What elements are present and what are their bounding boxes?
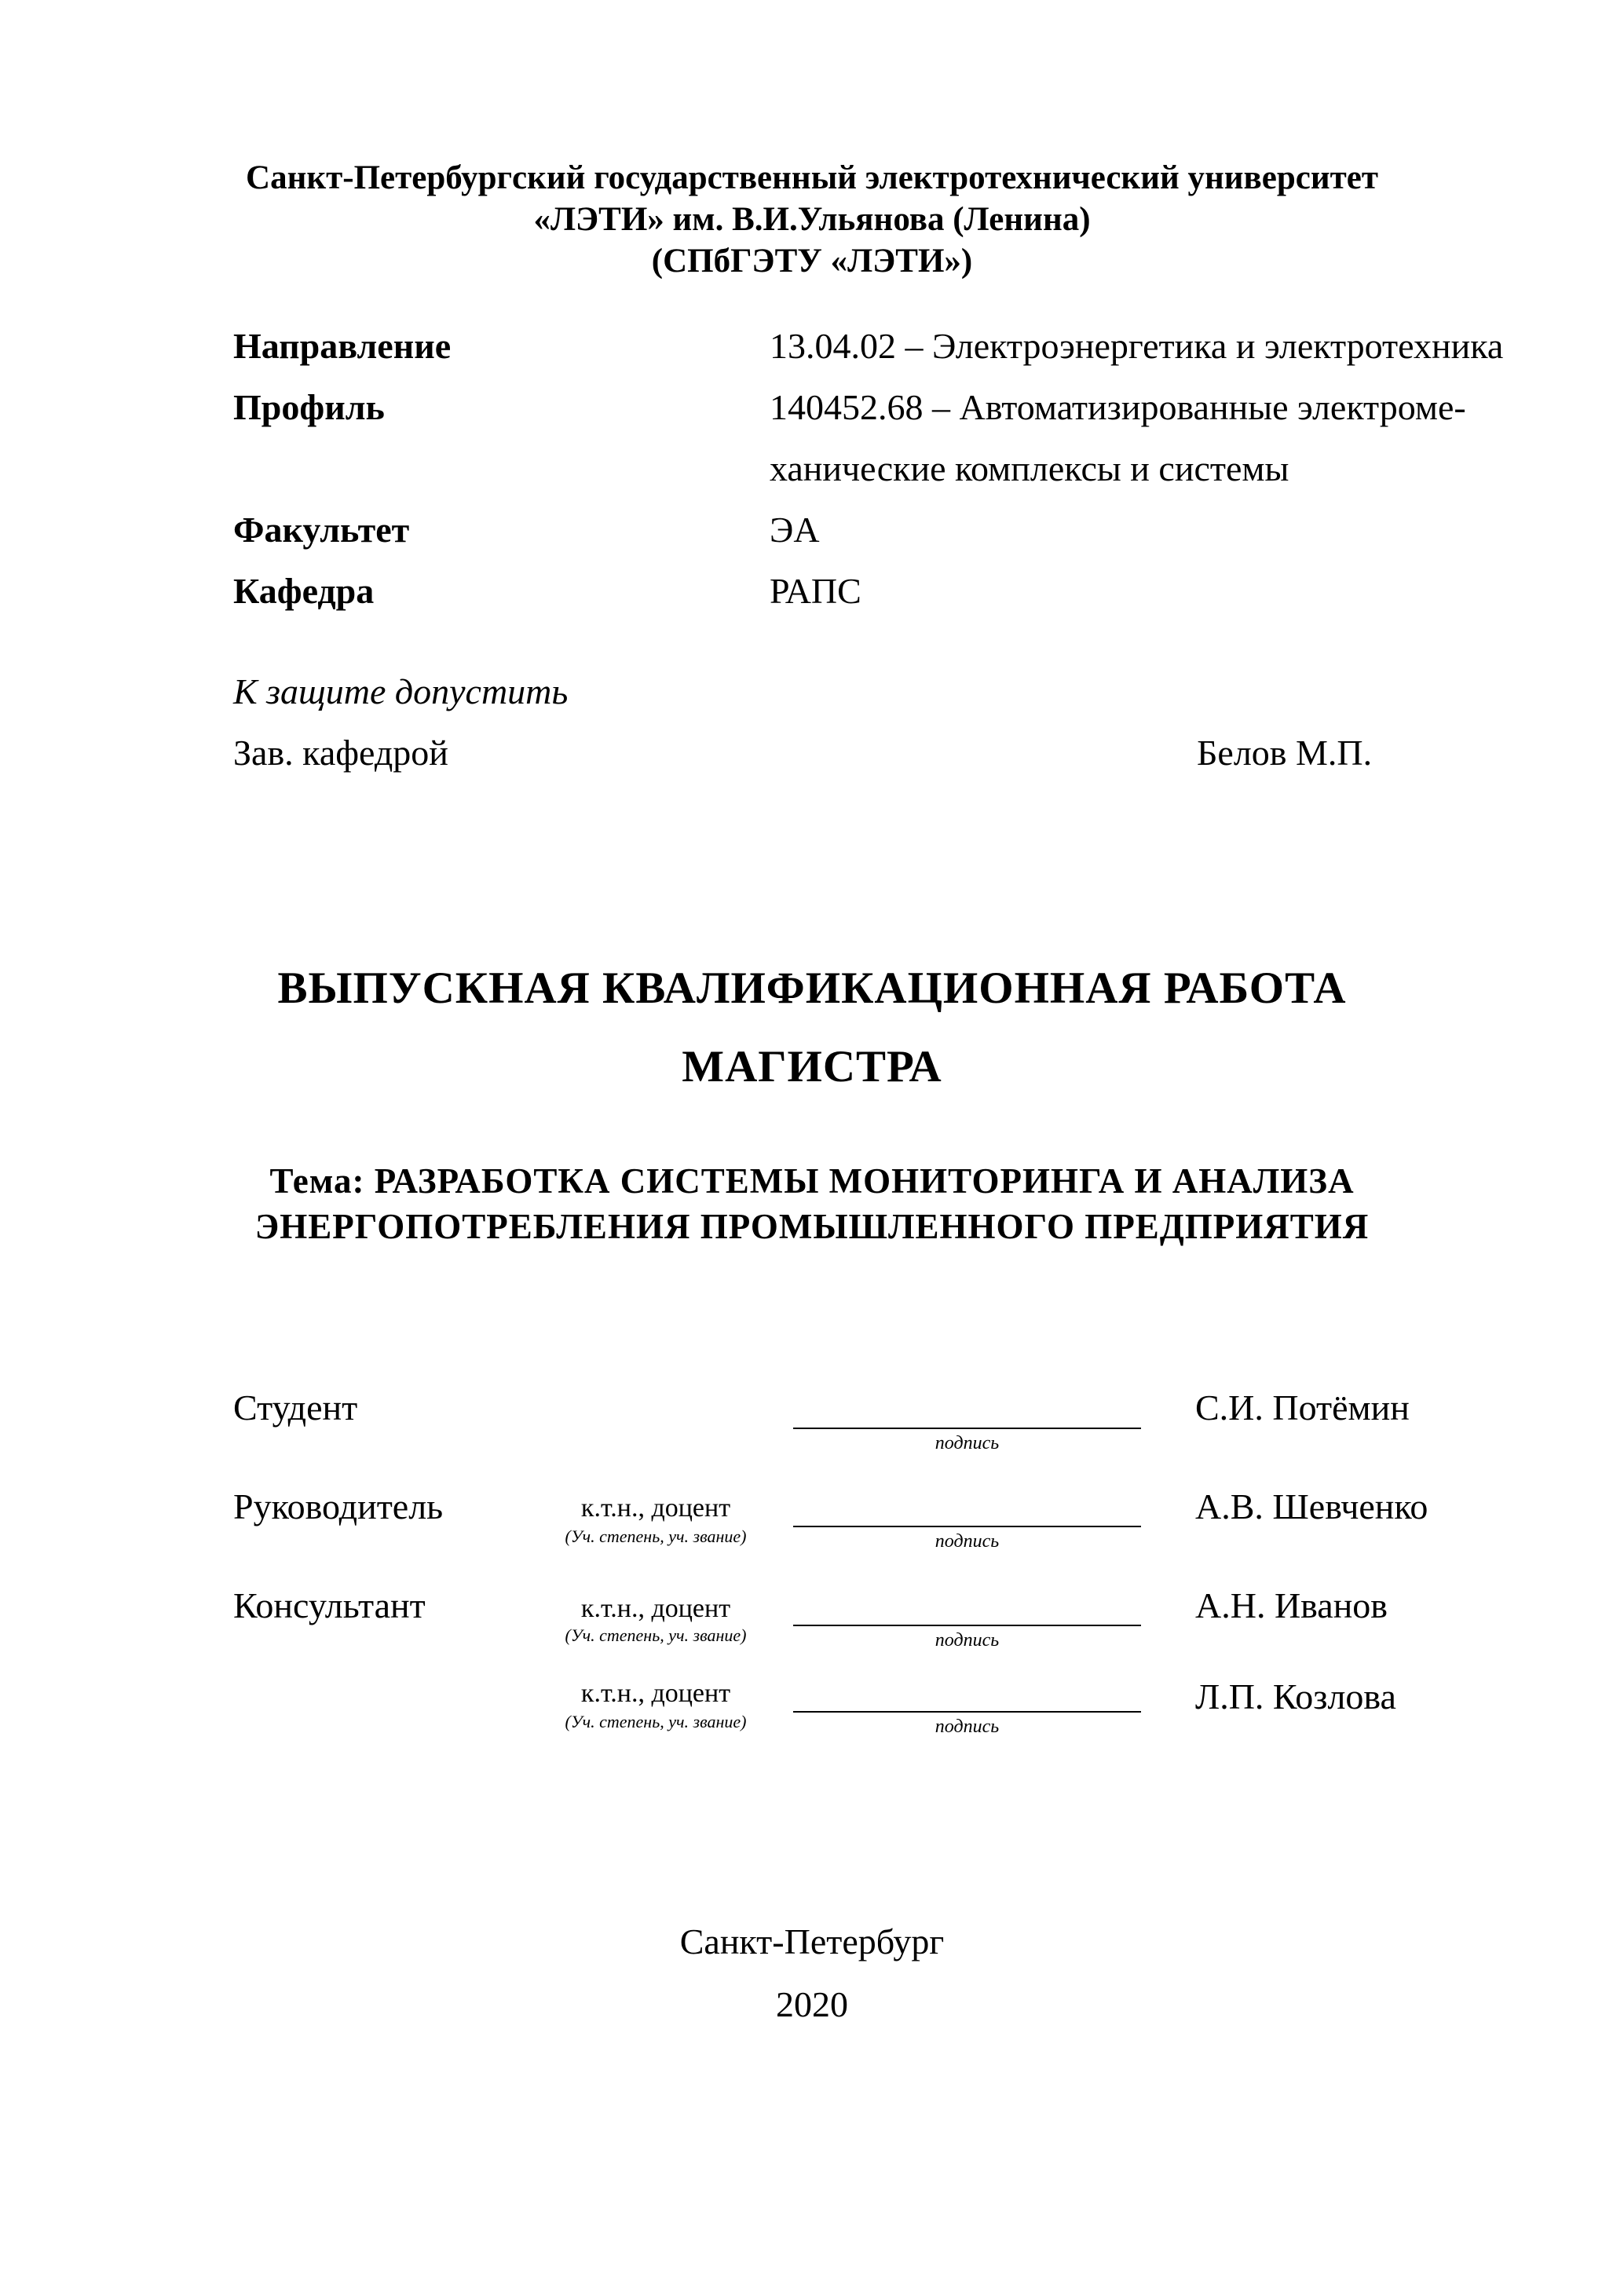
signature-caption: подпись [935,1630,1000,1651]
signatory-name: Л.П. Козлова [1195,1676,1396,1717]
work-title-line2: МАГИСТРА [682,1042,942,1091]
signature-role: Консультант [233,1585,426,1625]
profile-label: Профиль [233,387,385,427]
university-name-line2: «ЛЭТИ» им. В.И.Ульянова (Ленина) [533,201,1091,238]
department-value: РАПС [770,571,861,611]
academic-degree-caption: (Уч. степень, уч. звание) [565,1526,747,1546]
direction-label: Направление [233,326,452,366]
department-label: Кафедра [233,571,375,611]
academic-degree-caption: (Уч. степень, уч. звание) [565,1712,747,1731]
head-of-department-name: Белов М.П. [1197,733,1373,773]
signature-role: Студент [233,1387,358,1428]
admission-note: К защите допустить [233,671,569,711]
footer-year: 2020 [776,1984,848,2024]
faculty-value: ЭА [770,510,820,550]
signature-role: Руководитель [233,1486,444,1526]
signature-line [793,1526,1141,1527]
profile-value-line2: ханические комплексы и системы [770,448,1289,488]
signature-line [793,1625,1141,1626]
university-name-line1: Санкт-Петербургский государственный электротехнический университет [246,159,1378,196]
academic-degree: к.т.н., доцент [580,1493,731,1523]
academic-degree: к.т.н., доцент [580,1679,731,1708]
university-abbreviation: (СПбГЭТУ «ЛЭТИ») [651,243,973,280]
signatory-name: С.И. Потёмин [1195,1387,1410,1428]
topic-line1: Тема: РАЗРАБОТКА СИСТЕМЫ МОНИТОРИНГА И АНАЛИЗА [269,1161,1355,1201]
signature-line [793,1428,1141,1429]
footer-city: Санкт-Петербург [679,1921,945,1961]
topic-line2: ЭНЕРГОПОТРЕБЛЕНИЯ ПРОМЫШЛЕННОГО ПРЕДПРИЯТИЯ [254,1207,1370,1246]
academic-degree: к.т.н., доцент [580,1594,731,1623]
signatory-name: А.Н. Иванов [1195,1585,1388,1625]
head-of-department-role: Зав. кафедрой [233,733,448,773]
faculty-label: Факультет [233,510,410,550]
signature-caption: подпись [935,1531,1000,1552]
signature-line [793,1711,1141,1713]
signature-caption: подпись [935,1433,1000,1453]
direction-value: 13.04.02 – Электроэнергетика и электротехника [770,326,1504,366]
academic-degree-caption: (Уч. степень, уч. звание) [565,1625,747,1645]
profile-value-line1: 140452.68 – Автоматизированные электроме- [770,387,1466,427]
work-title-line1: ВЫПУСКНАЯ КВАЛИФИКАЦИОННАЯ РАБОТА [277,963,1347,1013]
signature-caption: подпись [935,1717,1000,1737]
signatory-name: А.В. Шевченко [1195,1486,1428,1526]
